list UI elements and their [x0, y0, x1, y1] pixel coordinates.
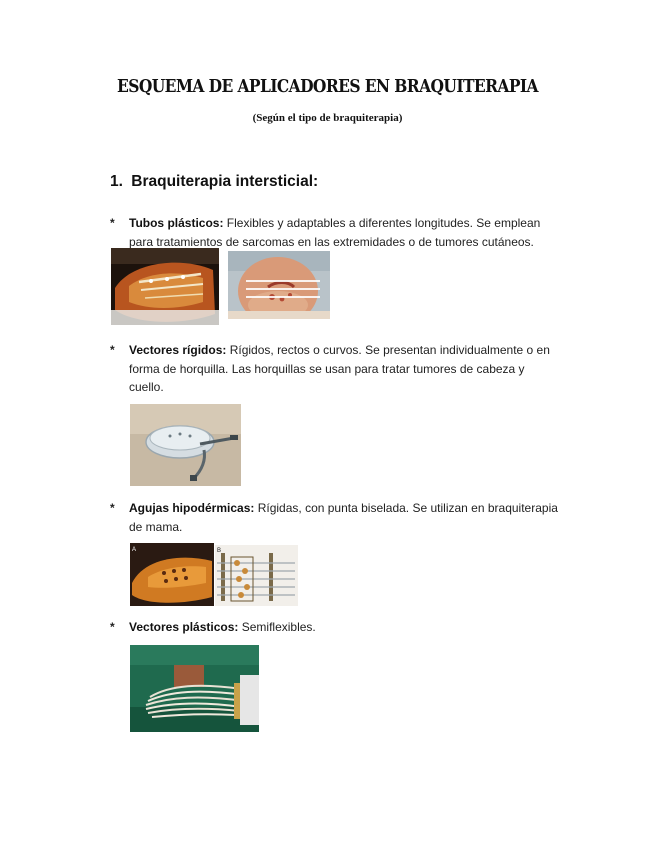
- photo-rigid-vectors-template: [130, 404, 241, 486]
- bullet-mark: *: [110, 501, 115, 515]
- bullet-description: Rígidos, rectos o curvos. Se presentan individualmente o en forma de horquilla. Las horquillas se usan para tratar tumores de cabeza y cuello.: [129, 343, 550, 394]
- photo-plastic-vectors: [130, 645, 259, 732]
- figure-label-a: A: [132, 547, 137, 553]
- bullet-term: Vectores rígidos:: [129, 343, 227, 357]
- bullet-term: Tubos plásticos:: [129, 216, 224, 230]
- bullet-text: [129, 214, 560, 251]
- photo-sarcoma-extremity-tubes: [111, 248, 219, 325]
- bullet-item-tubos-plasticos: [110, 214, 560, 251]
- bullet-mark: *: [110, 620, 115, 634]
- bullet-text: [129, 499, 560, 536]
- bullet-term: Agujas hipodérmicas:: [129, 501, 255, 515]
- section-title: Braquiterapia intersticial:: [131, 173, 319, 190]
- photo-breast-needles-b: [215, 545, 298, 606]
- bullet-text: [129, 341, 560, 397]
- bullet-term: Vectores plásticos:: [129, 620, 239, 634]
- photo-breast-needles-a: [130, 543, 214, 606]
- bullet-mark: *: [110, 343, 115, 357]
- bullet-description: Flexibles y adaptables a diferentes longitudes. Se emplean para tratamientos de sarcomas en las extremidades o de tumores cutáneos.: [129, 216, 541, 249]
- bullet-description: Rígidas, con punta biselada. Se utilizan en braquiterapia de mama.: [129, 501, 558, 534]
- document-subtitle: (Según el tipo de braquiterapia): [252, 112, 403, 124]
- document-title: ESQUEMA DE APLICADORES EN BRAQUITERAPIA: [117, 74, 538, 97]
- photo-skin-tumor-tubes: [228, 251, 330, 319]
- bullet-description: Semiflexibles.: [238, 620, 316, 634]
- section-heading: [110, 173, 318, 191]
- bullet-item-vectores-plasticos: [110, 618, 560, 637]
- section-number: 1.: [110, 173, 123, 190]
- bullet-item-agujas-hipodermicas: [110, 499, 560, 536]
- bullet-mark: *: [110, 216, 115, 230]
- bullet-item-vectores-rigidos: [110, 341, 560, 397]
- figure-label-b: B: [217, 548, 222, 554]
- bullet-text: [129, 618, 560, 637]
